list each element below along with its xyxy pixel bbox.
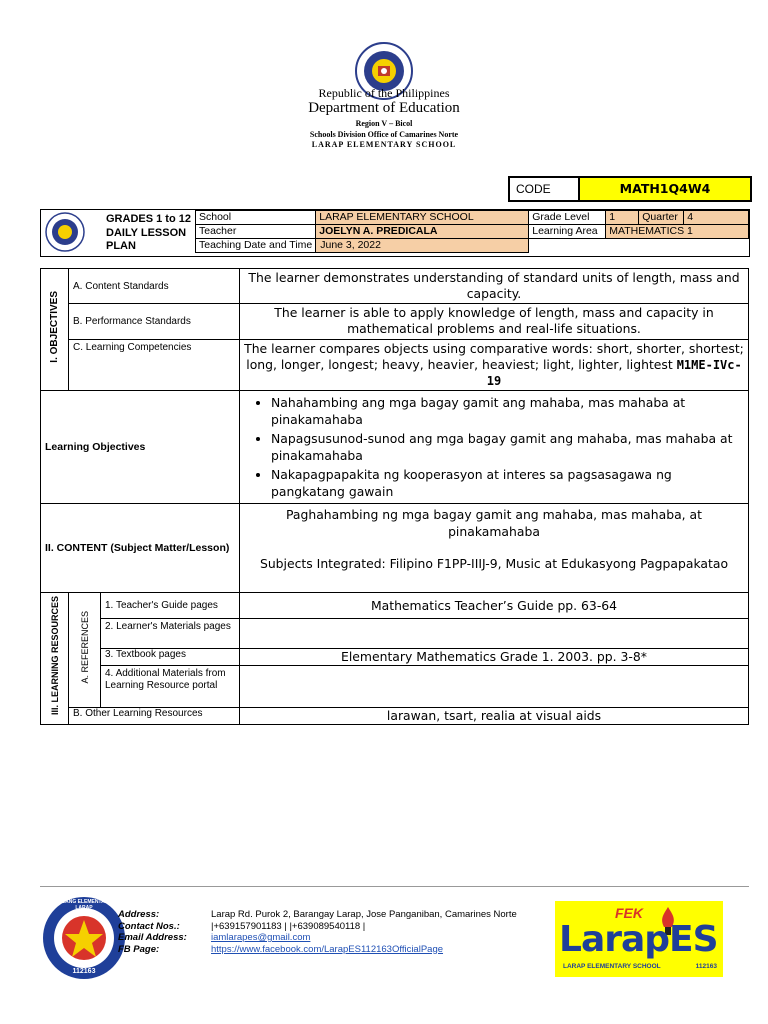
learning-objectives-label: Learning Objectives [41, 391, 240, 504]
larapes-logo [555, 901, 723, 977]
additional-materials-value [240, 666, 749, 708]
learning-competencies-label: C. Learning Competencies [69, 340, 240, 391]
code-box [508, 176, 752, 202]
grade-value: 1 [606, 211, 639, 225]
code-label: CODE [510, 178, 580, 200]
additional-materials-label: 4. Additional Materials from Learning Resource portal [101, 666, 240, 708]
logo-top-text: FEK [615, 905, 643, 921]
learners-materials-value [240, 619, 749, 649]
date-label: Teaching Date and Time [196, 239, 316, 253]
address-value: Larap Rd. Purok 2, Barangay Larap, Jose Panganiban, Camarines Norte [211, 909, 517, 920]
logo-brand-text: LarapES [559, 919, 718, 960]
quarter-label: Quarter [639, 211, 684, 225]
learners-materials-label: 2. Learner's Materials pages [101, 619, 240, 649]
learning-competencies-cell [240, 340, 749, 391]
performance-standards-text: The learner is able to apply knowledge of length, mass and capacity in mathematical problems and real-life situations. [240, 304, 749, 340]
other-resources-value: larawan, tsart, realia at visual aids [240, 708, 749, 725]
footer-divider [40, 886, 749, 887]
lesson-plan-title: GRADES 1 to 12 DAILY LESSON PLAN [106, 213, 191, 252]
grade-label: Grade Level [529, 211, 606, 225]
logo-sub-text: LARAP ELEMENTARY SCHOOL [563, 963, 661, 970]
teachers-guide-label: 1. Teacher's Guide pages [101, 593, 240, 619]
info-header [40, 209, 750, 257]
info-seal [45, 212, 85, 252]
fb-link[interactable]: https://www.facebook.com/LarapES112163OfficialPage [211, 943, 444, 955]
school-label: School [196, 211, 316, 225]
learning-objective-item: • Nakapagpapakita ng kooperasyon at interes sa pagsasagawa ng pangkatang gawain [271, 466, 747, 500]
email-label: Email Address: [118, 932, 187, 943]
division-line: Schools Division Office of Camarines Norte [309, 130, 459, 139]
learning-objectives-cell [240, 391, 749, 504]
content-standards-text: The learner demonstrates understanding of standard units of length, mass and capacity. [240, 269, 749, 304]
seal-number: 112163 [72, 968, 96, 975]
learning-objective-item: • Nahahambing ang mga bagay gamit ang mahaba, mas mahaba at pinakamahaba [271, 394, 747, 428]
content-label: II. CONTENT (Subject Matter/Lesson) [41, 504, 240, 593]
contact-label: Contact Nos.: [118, 920, 180, 932]
content-cell [240, 504, 749, 593]
content-text: Paghahambing ng mga bagay gamit ang mahaba, mas mahaba, at pinakamahaba [285, 507, 703, 539]
textbook-value: Elementary Mathematics Grade 1. 2003. pp. 3-8* [240, 649, 749, 666]
code-value: MATH1Q4W4 [580, 178, 750, 200]
content-standards-label: A. Content Standards [69, 269, 240, 304]
objectives-section [41, 269, 69, 391]
subjects-integrated: Subjects Integrated: Filipino F1PP-IIIJ-9, Music at Edukasyong Pagpapakatao [259, 556, 729, 571]
school-value: LARAP ELEMENTARY SCHOOL [316, 211, 529, 225]
quarter-value: 4 [684, 211, 749, 225]
area-label: Learning Area [529, 225, 606, 239]
logo-number: 112163 [695, 963, 717, 970]
textbook-label: 3. Textbook pages [101, 649, 240, 666]
teacher-value: JOELYN A. PREDICALA [316, 225, 529, 239]
objectives-label: I. OBJECTIVES [49, 291, 60, 363]
lesson-table [40, 268, 749, 725]
references-section [69, 593, 101, 708]
teachers-guide-value: Mathematics Teacher’s Guide pp. 63-64 [240, 593, 749, 619]
region-line: Region V – Bicol [355, 119, 413, 128]
email-link[interactable]: iamlarapes@gmail.com [211, 932, 311, 943]
school-seal [42, 896, 126, 980]
teacher-label: Teacher [196, 225, 316, 239]
date-value: June 3, 2022 [316, 239, 529, 253]
references-label: A. REFERENCES [79, 611, 90, 684]
republic-line: Republic of the Philippines [318, 86, 450, 100]
performance-standards-label: B. Performance Standards [69, 304, 240, 340]
department-line: Department of Education [308, 100, 460, 116]
contact-value: |+639157901183 | |+639089540118 | [211, 920, 366, 932]
area-value: MATHEMATICS 1 [606, 225, 749, 239]
resources-label: III. LEARNING RESOURCES [49, 596, 60, 716]
learning-competencies-text: The learner compares objects using comparative words: short, shorter, shortest; long, longer, longest; heavy, heavier, heaviest; light, lighter, lightest [244, 341, 744, 372]
other-resources-label: B. Other Learning Resources [69, 708, 240, 725]
seal-text: PAARALANG ELEMENTARYA NG LARAP [44, 899, 124, 911]
address-label: Address: [118, 909, 160, 920]
learning-objective-item: • Napagsusunod-sunod ang mga bagay gamit ang mahaba, mas mahaba at pinakamahaba [271, 430, 747, 464]
competency-code: M1ME-IVc-19 [486, 358, 742, 388]
school-line: LARAP ELEMENTARY SCHOOL [311, 140, 457, 149]
fb-label: FB Page: [118, 943, 160, 955]
resources-section [41, 593, 69, 725]
